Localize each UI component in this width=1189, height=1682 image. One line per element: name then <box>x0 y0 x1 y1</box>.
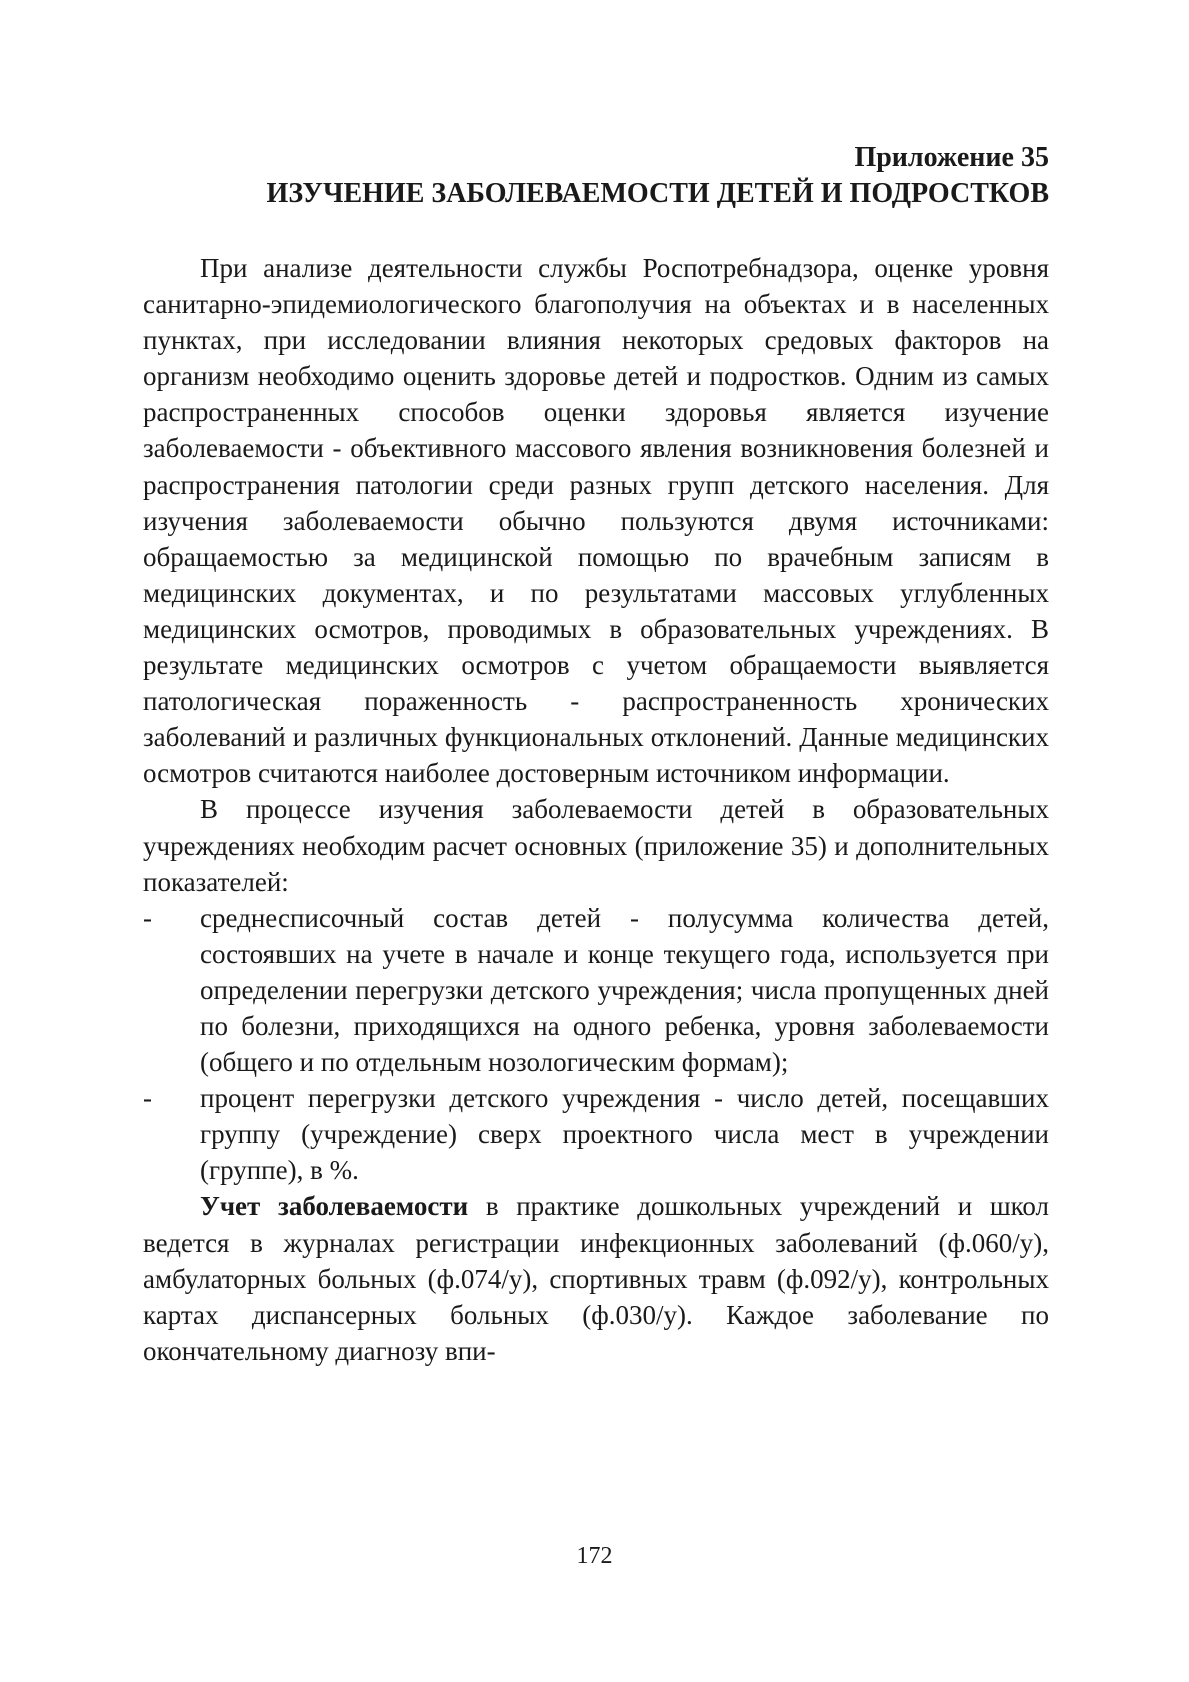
page-title: ИЗУЧЕНИЕ ЗАБОЛЕВАЕМОСТИ ДЕТЕЙ И ПОДРОСТКОВ <box>266 178 1049 209</box>
bold-lead: Учет заболеваемости <box>200 1191 469 1222</box>
list-item <box>143 900 1049 1080</box>
list-item-text: среднесписочный состав детей - полусумма количества детей, состоявших на учете в начале и конце текущего года, используется при определении перегрузки детского учреждения; числа пропущенных дней по болезни, приходящихся на одного ребенка, уровня заболеваемости (общего и по отдельным нозологическим формам); <box>200 902 1049 1078</box>
list-item-text: процент перегрузки детского учреждения - число детей, посещавших группу (учреждение) сверх проектного числа мест в учреждении (группе), в %. <box>200 1083 1049 1186</box>
paragraph-indicators: В процессе изучения заболеваемости детей в образовательных учреждениях необходим расчет основных (приложение 35) и дополнительных показателей: <box>143 794 1049 897</box>
paragraph-intro: При анализе деятельности службы Роспотребнадзора, оценке уровня санитарно-эпидемиологического благополучия на объектах и в населенных пунктах, при исследовании влияния некоторых средовых факторов на организм необходимо оценить здоровье детей и подростков. Одним из самых распространенных способов оценки здоровья является изучение заболеваемости - объективного массового явления возникновения болезней и распространения патологии среди разных групп детского населения. Для изучения заболеваемости обычно пользуются двумя источниками: обращаемостью за медицинской помощью по врачебным записям в медицинских документах, и по результатами массовых углубленных медицинских осмотров, проводимых в образовательных учреждениях. В результате медицинских осмотров с учетом обращаемости выявляется патологическая пораженность - распространенность хронических заболеваний и различных функциональных отклонений. Данные медицинских осмотров считаются наиболее достоверным источником информации. <box>143 253 1049 789</box>
list-item <box>143 1080 1049 1188</box>
paragraph-registration <box>143 1188 1049 1368</box>
appendix-label: Приложение 35 <box>854 142 1049 173</box>
page-number: 172 <box>576 1543 613 1569</box>
page-content <box>143 140 1049 1369</box>
list-marker: - <box>143 1083 152 1114</box>
paragraph-registration-text: в практике дошкольных учреждений и школ ведется в журналах регистрации инфекционных заболеваний (ф.060/у), амбулаторных больных (ф.074/у), спортивных травм (ф.092/у), контрольных картах диспансерных больных (ф.030/у). Каждое заболевание по окончательному диагнозу впи- <box>143 1191 1049 1366</box>
document-body <box>143 250 1049 1369</box>
list-marker: - <box>143 902 152 933</box>
indicator-list <box>143 900 1049 1189</box>
